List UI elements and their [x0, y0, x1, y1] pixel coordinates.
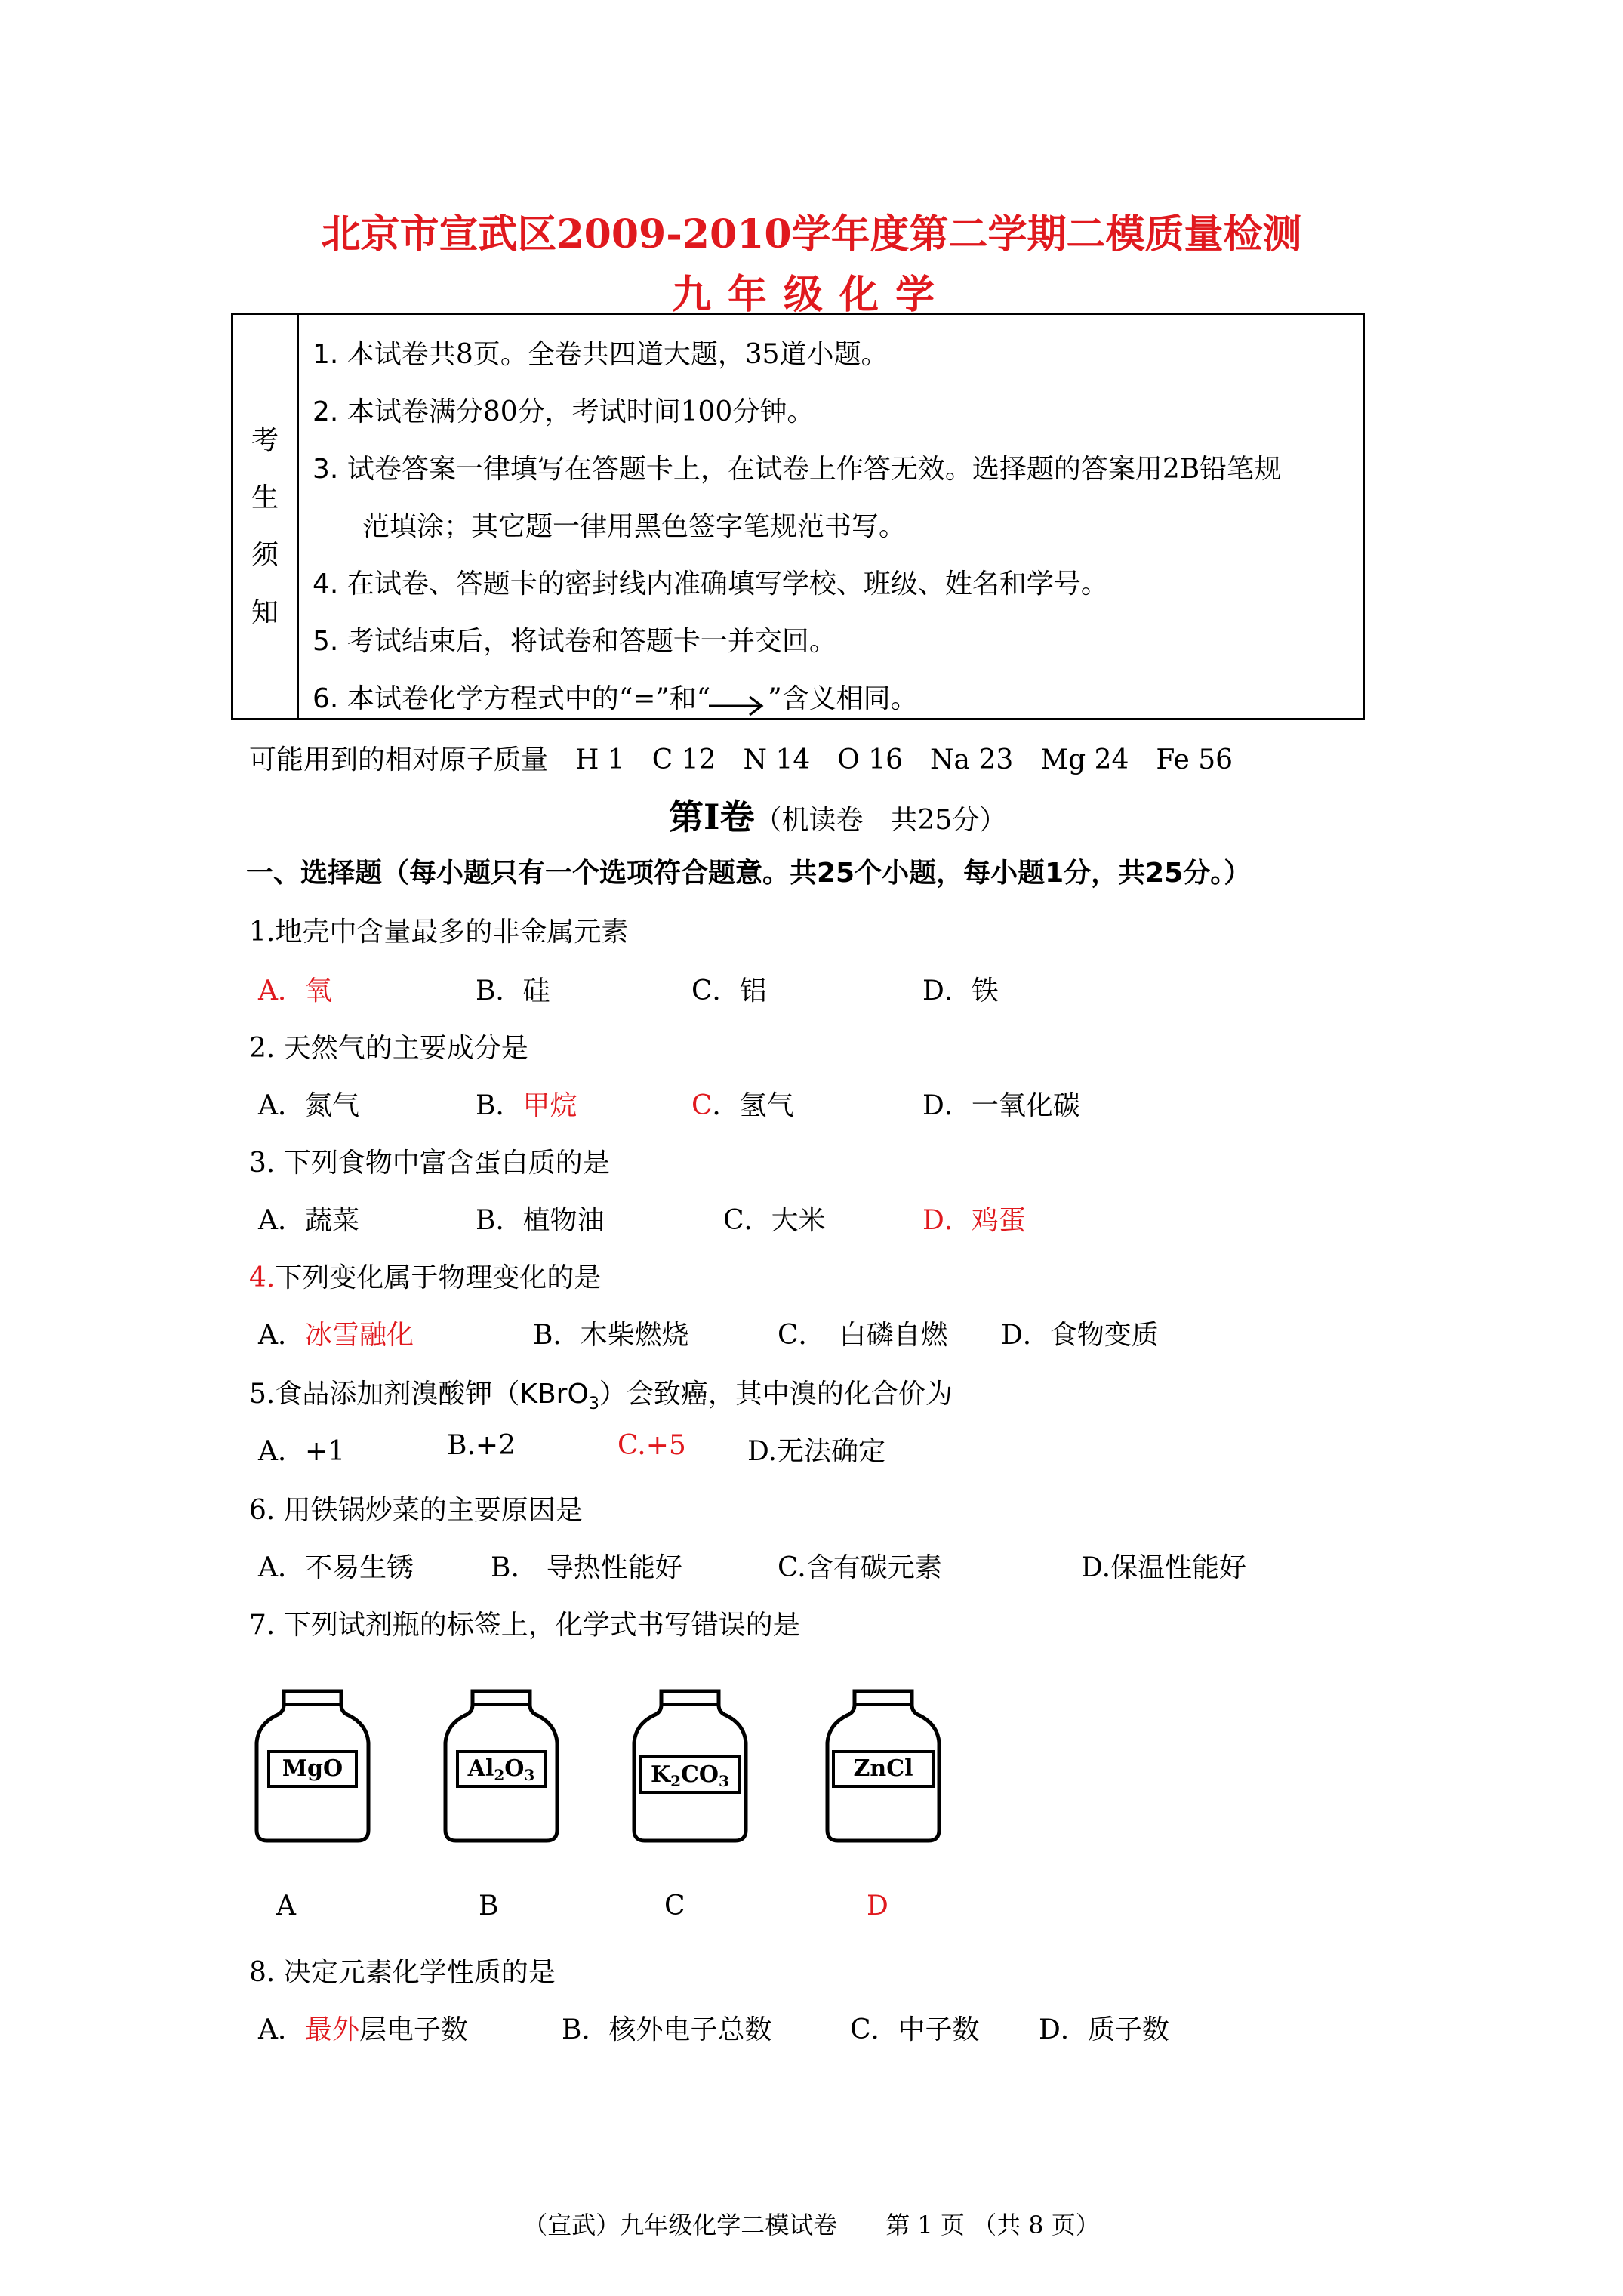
- question-stem: 5.食品添加剂溴酸钾（KBrO$_3$）会致癌，其中溴的化合价为: [249, 1379, 953, 1414]
- question-option: C．铝: [691, 975, 767, 1006]
- question-option: D．一氧化碳: [922, 1090, 1080, 1121]
- notice-item: 5. 考试结束后，将试卷和答题卡一并交回。: [313, 626, 836, 657]
- reagent-bottle-icon: [249, 1687, 376, 1845]
- question-option: B. 导热性能好: [491, 1552, 682, 1583]
- question-option: A．不易生锈: [258, 1552, 414, 1583]
- bottle-option-letter: D: [867, 1891, 888, 1922]
- question-option: C．大米: [723, 1205, 826, 1236]
- question-option: B．硅: [476, 975, 550, 1006]
- page-subtitle: 九年级化学: [671, 272, 951, 318]
- notice-label-column: [233, 315, 299, 718]
- question-option: A．氮气: [258, 1090, 359, 1121]
- part-heading: 一、选择题（每小题只有一个选项符合题意。共25个小题，每小题1分，共25分。）: [246, 858, 1252, 889]
- question-stem: 8. 决定元素化学性质的是: [249, 1957, 556, 1988]
- notice-item: 3. 试卷答案一律填写在答题卡上，在试卷上作答无效。选择题的答案用2B铅笔规: [313, 454, 1282, 485]
- question-stem: 2. 天然气的主要成分是: [249, 1033, 528, 1064]
- question-option: A．+1: [258, 1436, 346, 1467]
- notice-label-char: 考: [251, 425, 279, 456]
- question-option: D．质子数: [1039, 2014, 1169, 2045]
- atomic-masses: 可能用到的相对原子质量 H 1 C 12 N 14 O 16 Na 23 Mg 24 Fe 56: [249, 744, 1233, 775]
- question-option: D.无法确定: [747, 1436, 886, 1467]
- reagent-bottle-icon: [438, 1687, 565, 1845]
- notice-item: 1. 本试卷共8页。全卷共四道大题，35道小题。: [313, 339, 888, 370]
- notice-label-char: 须: [251, 540, 279, 571]
- notice-item: 2. 本试卷满分80分，考试时间100分钟。: [313, 396, 815, 427]
- notice-item: 4. 在试卷、答题卡的密封线内准确填写学校、班级、姓名和学号。: [313, 569, 1108, 599]
- exam-notice-box: [231, 313, 1365, 720]
- question-option: D．食物变质: [1001, 1320, 1159, 1351]
- bottle-label: MgO: [282, 1755, 343, 1782]
- question-stem: 3. 下列食物中富含蛋白质的是: [249, 1148, 610, 1179]
- question-option: A．蔬菜: [258, 1205, 359, 1236]
- notice-item-continued: 范填涂；其它题一律用黑色签字笔规范书写。: [362, 511, 907, 542]
- question-option: A．氧: [258, 975, 332, 1006]
- reagent-bottle-icon: [820, 1687, 947, 1845]
- question-option: C．氢气: [691, 1090, 794, 1121]
- question-option: B.+2: [447, 1430, 516, 1461]
- question-option: B．植物油: [476, 1205, 605, 1236]
- notice-item: 6. 本试卷化学方程式中的“=”和“ ”含义相同。: [313, 683, 918, 714]
- question-option: C．中子数: [850, 2014, 980, 2045]
- question-stem: 7. 下列试剂瓶的标签上，化学式书写错误的是: [249, 1610, 800, 1641]
- question-stem: 6. 用铁锅炒菜的主要原因是: [249, 1495, 583, 1526]
- notice-label-char: 知: [251, 597, 279, 628]
- question-option: B．木柴燃烧: [533, 1320, 689, 1351]
- question-option: C． 白磷自燃: [778, 1320, 948, 1351]
- bottle-option-letter: C: [664, 1891, 685, 1922]
- question-option: A．冰雪融化: [258, 1320, 414, 1351]
- question-option: C.含有碳元素: [778, 1552, 942, 1583]
- page-title: 北京市宣武区2009-2010学年度第二学期二模质量检测: [321, 211, 1302, 257]
- question-option: B．核外电子总数: [562, 2014, 772, 2045]
- bottle-option-letter: B: [479, 1891, 499, 1922]
- question-option: D．鸡蛋: [922, 1205, 1026, 1236]
- bottle-label: $Al_2O_3$: [467, 1755, 535, 1784]
- page-footer: （宣武）九年级化学二模试卷 第 1 页 （共 8 页）: [523, 2211, 1100, 2239]
- notice-label-char: 生: [251, 482, 279, 513]
- bottle-label: $K_2CO_3$: [651, 1761, 729, 1790]
- reagent-bottle-icon: [627, 1687, 753, 1845]
- bottle-label: ZnCl: [853, 1755, 913, 1782]
- question-stem: 1.地壳中含量最多的非金属元素: [249, 917, 629, 948]
- question-stem: 4.下列变化属于物理变化的是: [249, 1262, 602, 1293]
- question-option: C.+5: [617, 1430, 686, 1461]
- bottle-option-letter: A: [276, 1891, 296, 1922]
- question-option: D.保温性能好: [1081, 1552, 1247, 1583]
- question-option: D．铁: [922, 975, 999, 1006]
- question-option: A．最外层电子数: [258, 2014, 469, 2045]
- volume-heading: 第Ⅰ卷（机读卷 共25分）: [669, 797, 1007, 837]
- question-option: B．甲烷: [476, 1090, 577, 1121]
